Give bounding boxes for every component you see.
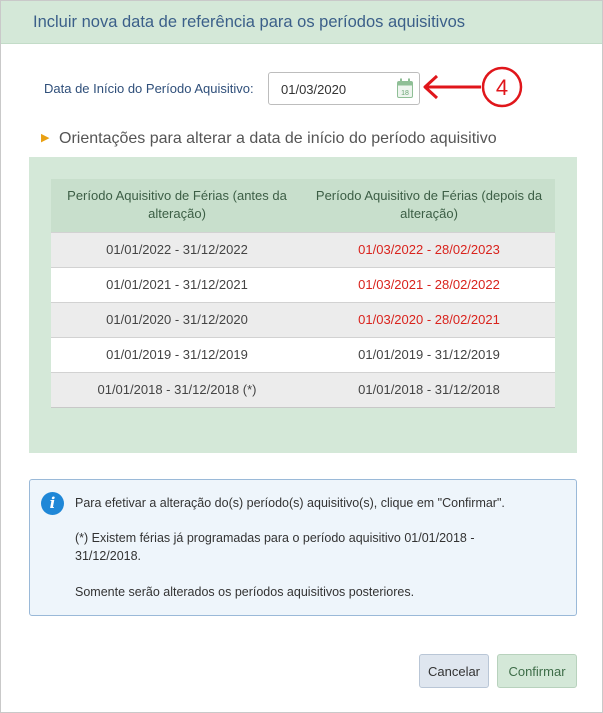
orientation-label: Orientações para alterar a data de início do período aquisitivo: [59, 130, 497, 147]
calendar-icon[interactable]: [397, 78, 413, 98]
period-before: 01/01/2019 - 31/12/2019: [51, 337, 303, 372]
info-icon: i: [41, 492, 64, 515]
calendar-icon-day: 18: [401, 90, 409, 97]
info-posterior-text: Somente serão alterados os períodos aquisitivos posteriores.: [75, 585, 415, 599]
period-before: 01/01/2018 - 31/12/2018 (*): [51, 372, 303, 407]
table-row: [51, 267, 555, 302]
column-header-before: Período Aquisitivo de Férias (antes da alteração): [51, 179, 303, 232]
start-date-row: [44, 72, 464, 106]
dialog-header: [1, 1, 602, 44]
annotation-number: 4: [495, 75, 509, 100]
period-after: 01/03/2021 - 28/02/2022: [303, 267, 555, 302]
period-after: 01/01/2019 - 31/12/2019: [303, 337, 555, 372]
period-before: 01/01/2021 - 31/12/2021: [51, 267, 303, 302]
table-row: [51, 302, 555, 337]
cancel-button[interactable]: Cancelar: [419, 654, 489, 688]
table-row: [51, 337, 555, 372]
info-scheduled-text: (*) Existem férias já programadas para o período aquisitivo 01/01/2018 - 31/12/2018.: [75, 531, 475, 563]
period-before: 01/01/2022 - 31/12/2022: [51, 232, 303, 267]
column-header-after: Período Aquisitivo de Férias (depois da alteração): [303, 179, 555, 232]
start-date-label: Data de Início do Período Aquisitivo:: [44, 81, 254, 96]
orientation-panel: [29, 157, 577, 453]
start-date-value: 01/03/2020: [281, 82, 347, 97]
table-header-row: [51, 179, 555, 232]
expand-triangle-icon: ▶: [41, 132, 50, 144]
step-annotation: [421, 65, 531, 109]
period-after: 01/01/2018 - 31/12/2018: [303, 372, 555, 407]
period-after: 01/03/2022 - 28/02/2023: [303, 232, 555, 267]
period-before: 01/01/2020 - 31/12/2020: [51, 302, 303, 337]
confirm-button[interactable]: Confirmar: [497, 654, 577, 688]
periods-table: [51, 179, 555, 408]
period-after: 01/03/2020 - 28/02/2021: [303, 302, 555, 337]
table-row: [51, 372, 555, 407]
info-confirm-text: Para efetivar a alteração do(s) período(s) aquisitivo(s), clique em "Confirmar".: [75, 496, 505, 510]
start-date-input[interactable]: [268, 72, 420, 105]
orientation-toggle[interactable]: [41, 130, 497, 148]
info-box: [29, 479, 577, 616]
dialog-title: Incluir nova data de referência para os períodos aquisitivos: [33, 13, 466, 31]
table-row: [51, 232, 555, 267]
